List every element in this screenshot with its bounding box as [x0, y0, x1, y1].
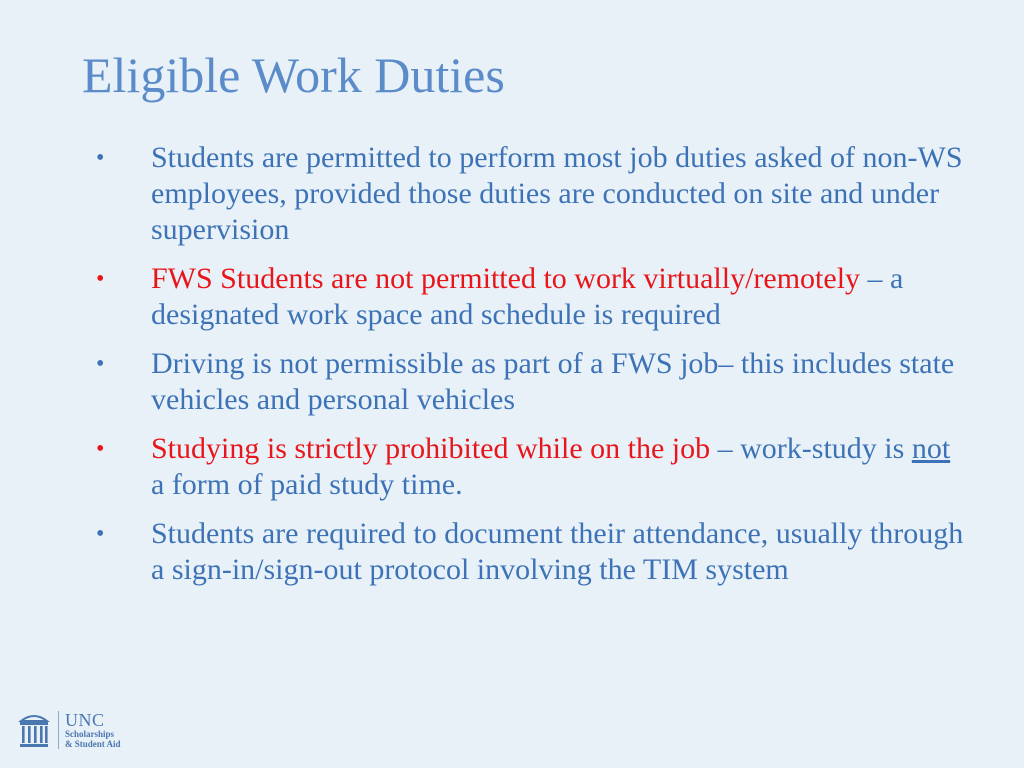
bullet-item: [0, 516, 1024, 588]
bullet-marker: •: [96, 521, 105, 547]
logo-line-2: & Student Aid: [65, 739, 121, 749]
text-segment: a form of paid study time.: [151, 468, 463, 501]
bullet-text: [151, 141, 963, 246]
text-segment: Students are required to document their attendance, usually through a sign-in/sign-out protocol involving the TIM system: [151, 517, 964, 586]
bullet-item: [0, 431, 1024, 503]
logo-divider: [58, 711, 59, 749]
bullet-marker: •: [96, 145, 105, 171]
bullet-marker: •: [96, 266, 105, 292]
bullet-text: [151, 517, 963, 586]
bullet-item: [0, 140, 1024, 248]
logo-line-1: Scholarships: [65, 729, 115, 739]
slide-title: Eligible Work Duties: [82, 47, 505, 103]
bullet-text: [151, 432, 950, 501]
text-segment: Driving is not permissible as part of a FWS job– this includes state vehicles and personal vehicles: [151, 347, 955, 416]
logo-text: [65, 711, 121, 749]
text-segment: Studying is strictly prohibited while on the job: [151, 432, 711, 465]
text-segment: – a designated work space and schedule is required: [151, 262, 904, 331]
unc-logo: [18, 708, 121, 752]
bullet-item: [0, 346, 1024, 418]
logo-name: UNC: [65, 710, 105, 730]
bullet-marker: •: [96, 436, 105, 462]
bullet-item: [0, 261, 1024, 333]
text-segment: Students are permitted to perform most job duties asked of non-WS employees, provided those duties are conducted on site and under supervision: [151, 141, 963, 246]
underlined-text: not: [911, 432, 951, 465]
old-well-icon: [18, 710, 50, 750]
text-segment: FWS Students are not permitted to work virtually/remotely: [151, 262, 861, 295]
bullet-list: [0, 140, 1024, 601]
text-segment: – work-study is: [710, 432, 912, 465]
bullet-marker: •: [96, 351, 105, 377]
bullet-text: [151, 347, 954, 416]
bullet-text: [151, 262, 903, 331]
